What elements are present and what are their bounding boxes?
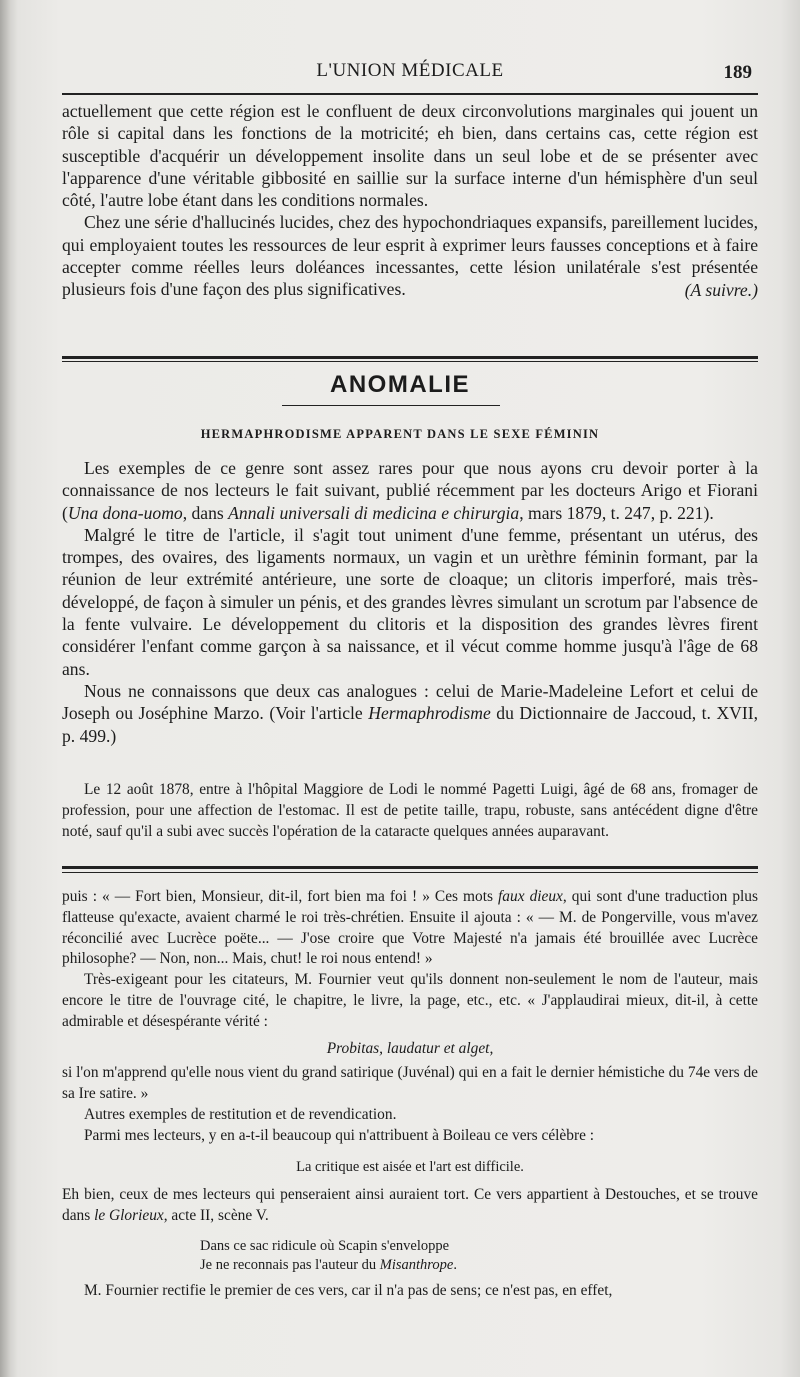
intro-paragraph-1: actuellement que cette région est le confluent de deux circonvolutions marginales qui jouent un rôle si capital dans les fonctions de la motricité; eh bien, dans certains cas, cette région est susceptible d'acquérir un développement insolite dans un seul lobe et de se présenter avec l'apparence d'une véritable gibbosité en saillie sur la surface interne d'un hémisphère d'un seul côté, l'autre lobe étant dans les conditions normales. bbox=[62, 101, 758, 211]
section-rule-top bbox=[62, 356, 758, 359]
intro-paragraph-2: Chez une série d'hallucinés lucides, chez des hypochondriaques expansifs, pareillement lucides, qui employaient toutes les ressources de leur esprit à exprimer leurs fausses conceptions et à faire accepter comme réelles leurs doléances incessantes, cette lésion unilatérale s'est présentée plusieurs fois d'une façon des plus significatives. bbox=[62, 212, 758, 300]
page-header bbox=[60, 52, 760, 92]
section-subtitle: HERMAPHRODISME APPARENT DANS LE SEXE FÉMININ bbox=[200, 427, 600, 441]
feuilleton-paragraph-4: Autres exemples de restitution et de revendication. bbox=[84, 1105, 397, 1123]
intro-block bbox=[62, 100, 758, 301]
header-rule bbox=[62, 93, 758, 95]
feuilleton-rule bbox=[62, 866, 758, 869]
quote-critique: La critique est aisée et l'art est difficile. bbox=[296, 1158, 524, 1175]
feuilleton-paragraph-5: Parmi mes lecteurs, y en a-t-il beaucoup qui n'attribuent à Boileau ce vers célèbre : bbox=[84, 1126, 595, 1144]
article-paragraph-2: Malgré le titre de l'article, il s'agit tout uniment d'une femme, présentant un utérus, des trompes, des ovaires, des ligaments normaux, un vagin et un urèthre féminin formant, par la réunion de leur extrémité antérieure, une sorte de cloaque; un clitoris imperforé, mais très-développé, de façon à simuler un pénis, et des grandes lèvres simulant un scrotum par l'absence de la fente vulvaire. Le développement du clitoris et la disposition des grandes lèvres firent considérer l'enfant comme garçon à sa naissance, et il vécut comme homme jusqu'à l'âge de 68 ans. bbox=[62, 524, 758, 679]
feuilleton-paragraph-6: Eh bien, ceux de mes lecteurs qui penseraient ainsi auraient tort. Ce vers appartient à Destouches, et se trouve dans le Glorieux, acte II, scène V. bbox=[62, 1186, 758, 1225]
case-report bbox=[62, 780, 758, 842]
feuilleton-rule-2 bbox=[62, 872, 758, 873]
verse-block bbox=[62, 1237, 758, 1275]
verse-line-2: Je ne reconnais pas l'auteur du Misanthrope. bbox=[200, 1256, 457, 1273]
article-body bbox=[62, 457, 758, 747]
feuilleton-block bbox=[62, 887, 758, 1302]
feuilleton-paragraph-2: Très-exigeant pour les citateurs, M. Fournier veut qu'ils donnent non-seulement le nom de l'auteur, mais encore le titre de l'ouvrage cité, le chapitre, le livre, la page, etc., etc. « J'applaudirai mieux, dit-il, à cette admirable et désespérante vérité : bbox=[62, 971, 758, 1030]
feuilleton-paragraph-7: M. Fournier rectifie le premier de ces vers, car il n'a pas de sens; ce n'est pas, en effet, bbox=[84, 1281, 613, 1299]
quote-probitas: Probitas, laudatur et alget, bbox=[326, 1039, 494, 1057]
binding-edge bbox=[0, 0, 10, 1377]
verse-line-1: Dans ce sac ridicule où Scapin s'enveloppe bbox=[200, 1237, 450, 1254]
feuilleton-paragraph-3: si l'on m'apprend qu'elle nous vient du grand satirique (Juvénal) qui en a fait le dernier hémistiche du 74e vers de sa Ire satire. » bbox=[62, 1064, 758, 1103]
to-follow-note: (A suivre.) bbox=[684, 279, 758, 300]
case-paragraph: Le 12 août 1878, entre à l'hôpital Maggiore de Lodi le nommé Pagetti Luigi, âgé de 68 ans, fromager de profession, pour une affection de l'estomac. Il est de petite taille, trapu, robuste, sans antécédent digne d'être noté, sauf qu'il a subi avec succès l'opération de la cataracte quelques années auparavant. bbox=[62, 781, 758, 840]
page-number: 189 bbox=[723, 62, 752, 83]
running-title: L'UNION MÉDICALE bbox=[316, 60, 504, 81]
feuilleton-paragraph-1: puis : « — Fort bien, Monsieur, dit-il, fort bien ma foi ! » Ces mots faux dieux, qui sont d'une traduction plus flatteuse qu'exacte, avaient charmé le roi très-chrétien. Ensuite il ajouta : « — M. de Pongerville, vous m'avez réconcilié avec Lucrèce poëte... — J'ose croire que Votre Majesté n'a jamais été brouillée avec Lucrèce philosophe? — Non, non... Mais, chut! le roi nous entend! » bbox=[62, 888, 758, 968]
section-rule-top-2 bbox=[62, 361, 758, 362]
title-underline bbox=[282, 405, 500, 406]
section-title: ANOMALIE bbox=[330, 371, 470, 398]
article-paragraph-1: Les exemples de ce genre sont assez rares pour que nous ayons cru devoir porter à la connaissance de nos lecteurs le fait suivant, publié récemment par les docteurs Arigo et Fiorani (Una dona-uomo, dans Annali universali di medicina e chirurgia, mars 1879, t. 247, p. 221). bbox=[62, 458, 758, 523]
article-paragraph-3: Nous ne connaissons que deux cas analogues : celui de Marie-Madeleine Lefort et celui de Joseph ou Joséphine Marzo. (Voir l'article Hermaphrodisme du Dictionnaire de Jaccoud, t. XVII, p. 499.) bbox=[62, 680, 758, 746]
